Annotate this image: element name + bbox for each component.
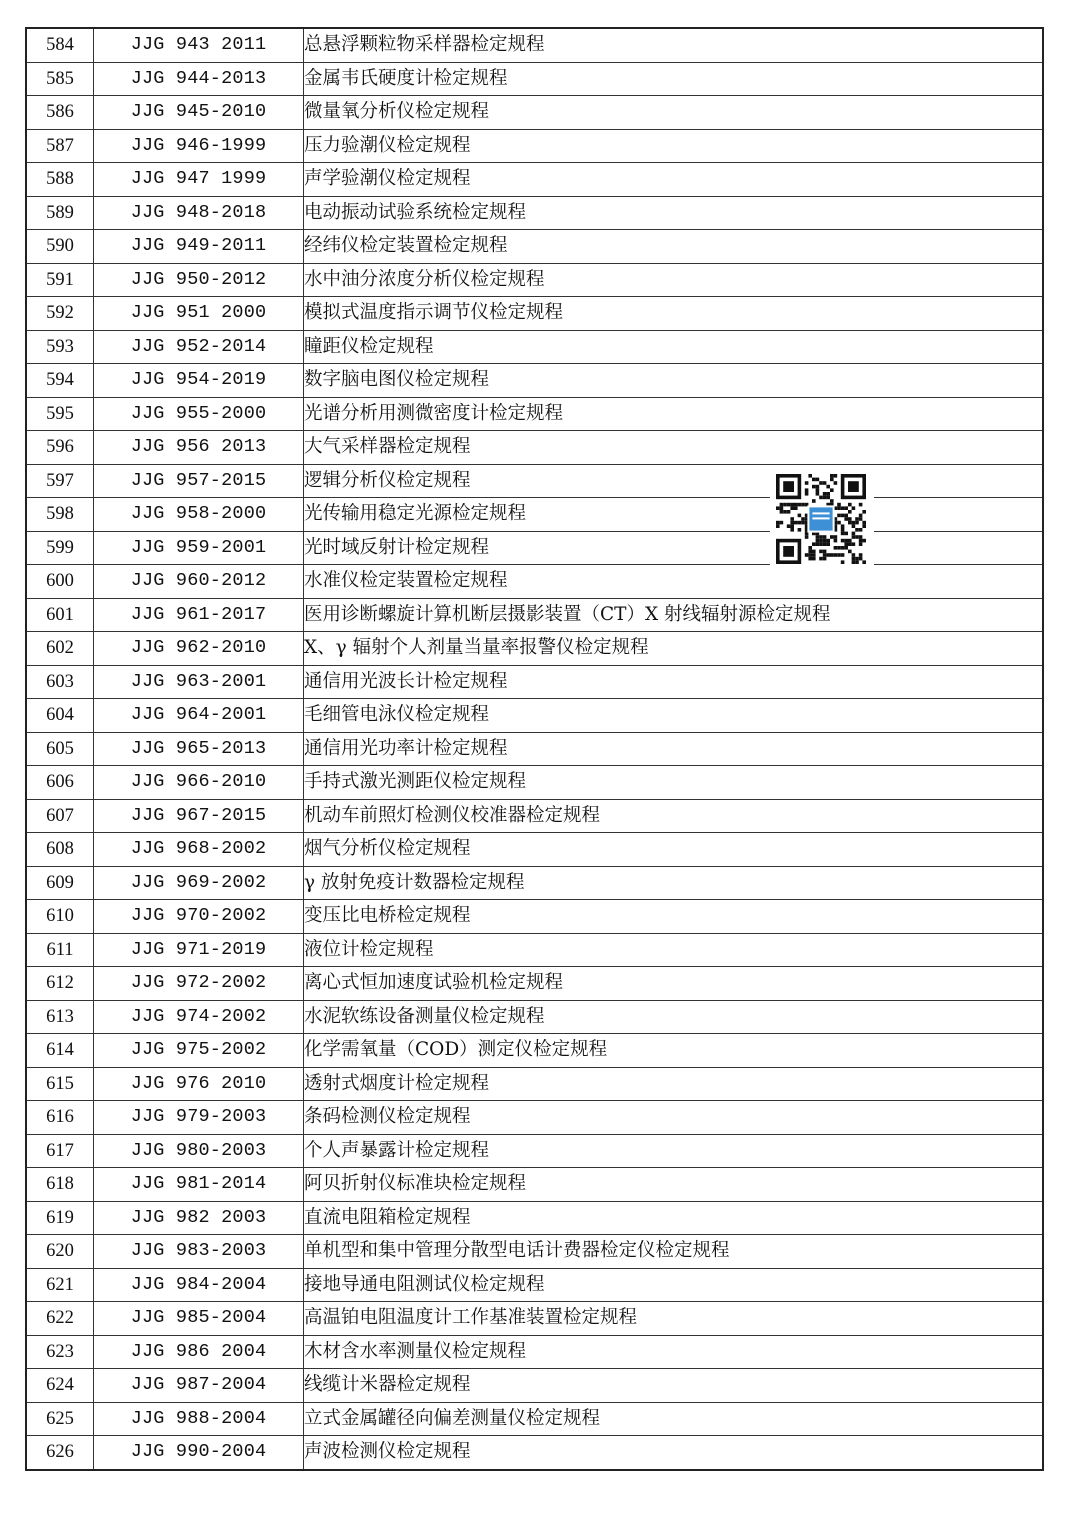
table-row bbox=[26, 665, 1043, 699]
standard-code: JJG 959-2001 bbox=[94, 531, 304, 565]
table-row bbox=[26, 1335, 1043, 1369]
row-number: 615 bbox=[26, 1067, 94, 1101]
standard-title: 立式金属罐径向偏差测量仪检定规程 bbox=[304, 1402, 1044, 1436]
row-number: 602 bbox=[26, 632, 94, 666]
standard-title: 水泥软练设备测量仪检定规程 bbox=[304, 1000, 1044, 1034]
row-number: 612 bbox=[26, 967, 94, 1001]
table-body bbox=[26, 28, 1043, 1470]
table-row bbox=[26, 1034, 1043, 1068]
row-number: 617 bbox=[26, 1134, 94, 1168]
standard-code: JJG 951 2000 bbox=[94, 297, 304, 331]
table-row bbox=[26, 632, 1043, 666]
standard-title: 烟气分析仪检定规程 bbox=[304, 833, 1044, 867]
table-row bbox=[26, 699, 1043, 733]
standard-code: JJG 958-2000 bbox=[94, 498, 304, 532]
standard-code: JJG 979-2003 bbox=[94, 1101, 304, 1135]
row-number: 584 bbox=[26, 28, 94, 62]
standard-code: JJG 976 2010 bbox=[94, 1067, 304, 1101]
row-number: 589 bbox=[26, 196, 94, 230]
table-row bbox=[26, 866, 1043, 900]
standard-code: JJG 962-2010 bbox=[94, 632, 304, 666]
standard-title: 电动振动试验系统检定规程 bbox=[304, 196, 1044, 230]
standard-title: 光传输用稳定光源检定规程 bbox=[304, 498, 1044, 532]
row-number: 622 bbox=[26, 1302, 94, 1336]
row-number: 590 bbox=[26, 230, 94, 264]
row-number: 608 bbox=[26, 833, 94, 867]
table-row bbox=[26, 598, 1043, 632]
row-number: 595 bbox=[26, 397, 94, 431]
standard-code: JJG 957-2015 bbox=[94, 464, 304, 498]
row-number: 616 bbox=[26, 1101, 94, 1135]
row-number: 587 bbox=[26, 129, 94, 163]
row-number: 611 bbox=[26, 933, 94, 967]
standard-title: 个人声暴露计检定规程 bbox=[304, 1134, 1044, 1168]
standard-code: JJG 960-2012 bbox=[94, 565, 304, 599]
table-row bbox=[26, 1101, 1043, 1135]
standard-code: JJG 982 2003 bbox=[94, 1201, 304, 1235]
standard-code: JJG 948-2018 bbox=[94, 196, 304, 230]
table-row bbox=[26, 1168, 1043, 1202]
table-row bbox=[26, 1235, 1043, 1269]
standard-title: 光时域反射计检定规程 bbox=[304, 531, 1044, 565]
row-number: 619 bbox=[26, 1201, 94, 1235]
standard-code: JJG 975-2002 bbox=[94, 1034, 304, 1068]
row-number: 621 bbox=[26, 1268, 94, 1302]
standard-title: 大气采样器检定规程 bbox=[304, 431, 1044, 465]
standard-code: JJG 961-2017 bbox=[94, 598, 304, 632]
row-number: 597 bbox=[26, 464, 94, 498]
standard-code: JJG 981-2014 bbox=[94, 1168, 304, 1202]
standard-code: JJG 974-2002 bbox=[94, 1000, 304, 1034]
row-number: 610 bbox=[26, 900, 94, 934]
standard-code: JJG 983-2003 bbox=[94, 1235, 304, 1269]
standard-code: JJG 947 1999 bbox=[94, 163, 304, 197]
standard-title: 单机型和集中管理分散型电话计费器检定仪检定规程 bbox=[304, 1235, 1044, 1269]
standard-title: 离心式恒加速度试验机检定规程 bbox=[304, 967, 1044, 1001]
standard-code: JJG 944-2013 bbox=[94, 62, 304, 96]
table-row bbox=[26, 498, 1043, 532]
standard-title: 水准仪检定装置检定规程 bbox=[304, 565, 1044, 599]
standard-code: JJG 954-2019 bbox=[94, 364, 304, 398]
standard-title: 模拟式温度指示调节仪检定规程 bbox=[304, 297, 1044, 331]
row-number: 613 bbox=[26, 1000, 94, 1034]
table-row bbox=[26, 732, 1043, 766]
row-number: 603 bbox=[26, 665, 94, 699]
row-number: 620 bbox=[26, 1235, 94, 1269]
table-row bbox=[26, 933, 1043, 967]
table-row bbox=[26, 330, 1043, 364]
standards-sheet bbox=[25, 27, 1044, 1471]
table-row bbox=[26, 1369, 1043, 1403]
row-number: 599 bbox=[26, 531, 94, 565]
standard-title: 压力验潮仪检定规程 bbox=[304, 129, 1044, 163]
table-row bbox=[26, 1067, 1043, 1101]
standard-code: JJG 985-2004 bbox=[94, 1302, 304, 1336]
row-number: 601 bbox=[26, 598, 94, 632]
standard-title: 阿贝折射仪标准块检定规程 bbox=[304, 1168, 1044, 1202]
standard-code: JJG 949-2011 bbox=[94, 230, 304, 264]
table-row bbox=[26, 531, 1043, 565]
table-row bbox=[26, 96, 1043, 130]
standard-code: JJG 955-2000 bbox=[94, 397, 304, 431]
table-row bbox=[26, 297, 1043, 331]
table-row bbox=[26, 1302, 1043, 1336]
table-row bbox=[26, 163, 1043, 197]
row-number: 598 bbox=[26, 498, 94, 532]
row-number: 600 bbox=[26, 565, 94, 599]
standard-title: 液位计检定规程 bbox=[304, 933, 1044, 967]
standard-code: JJG 988-2004 bbox=[94, 1402, 304, 1436]
row-number: 586 bbox=[26, 96, 94, 130]
table-row bbox=[26, 967, 1043, 1001]
table-row bbox=[26, 1268, 1043, 1302]
standard-title: 透射式烟度计检定规程 bbox=[304, 1067, 1044, 1101]
row-number: 626 bbox=[26, 1436, 94, 1470]
table-row bbox=[26, 1134, 1043, 1168]
standard-title: 条码检测仪检定规程 bbox=[304, 1101, 1044, 1135]
table-row bbox=[26, 1402, 1043, 1436]
standard-title: 通信用光功率计检定规程 bbox=[304, 732, 1044, 766]
standard-code: JJG 945-2010 bbox=[94, 96, 304, 130]
standard-code: JJG 965-2013 bbox=[94, 732, 304, 766]
row-number: 606 bbox=[26, 766, 94, 800]
standard-code: JJG 956 2013 bbox=[94, 431, 304, 465]
standard-code: JJG 972-2002 bbox=[94, 967, 304, 1001]
table-row bbox=[26, 900, 1043, 934]
standard-code: JJG 963-2001 bbox=[94, 665, 304, 699]
row-number: 625 bbox=[26, 1402, 94, 1436]
row-number: 609 bbox=[26, 866, 94, 900]
table-row bbox=[26, 62, 1043, 96]
row-number: 594 bbox=[26, 364, 94, 398]
row-number: 593 bbox=[26, 330, 94, 364]
row-number: 618 bbox=[26, 1168, 94, 1202]
row-number: 592 bbox=[26, 297, 94, 331]
standard-code: JJG 984-2004 bbox=[94, 1268, 304, 1302]
standard-title: 声学验潮仪检定规程 bbox=[304, 163, 1044, 197]
standard-title: 化学需氧量（COD）测定仪检定规程 bbox=[304, 1034, 1044, 1068]
standard-code: JJG 943 2011 bbox=[94, 28, 304, 62]
standard-title: 线缆计米器检定规程 bbox=[304, 1369, 1044, 1403]
standard-title: 毛细管电泳仪检定规程 bbox=[304, 699, 1044, 733]
row-number: 624 bbox=[26, 1369, 94, 1403]
standard-title: 水中油分浓度分析仪检定规程 bbox=[304, 263, 1044, 297]
standard-title: 瞳距仪检定规程 bbox=[304, 330, 1044, 364]
standard-title: γ 放射免疫计数器检定规程 bbox=[304, 866, 1044, 900]
table-row bbox=[26, 196, 1043, 230]
table-row bbox=[26, 364, 1043, 398]
row-number: 596 bbox=[26, 431, 94, 465]
standard-title: 木材含水率测量仪检定规程 bbox=[304, 1335, 1044, 1369]
standard-title: 数字脑电图仪检定规程 bbox=[304, 364, 1044, 398]
standard-code: JJG 950-2012 bbox=[94, 263, 304, 297]
table-row bbox=[26, 431, 1043, 465]
row-number: 605 bbox=[26, 732, 94, 766]
table-row bbox=[26, 397, 1043, 431]
table-row bbox=[26, 1201, 1043, 1235]
standard-code: JJG 964-2001 bbox=[94, 699, 304, 733]
table-row bbox=[26, 1000, 1043, 1034]
table-row bbox=[26, 129, 1043, 163]
standard-title: 经纬仪检定装置检定规程 bbox=[304, 230, 1044, 264]
standard-code: JJG 969-2002 bbox=[94, 866, 304, 900]
standard-title: 变压比电桥检定规程 bbox=[304, 900, 1044, 934]
standard-title: 直流电阻箱检定规程 bbox=[304, 1201, 1044, 1235]
row-number: 607 bbox=[26, 799, 94, 833]
standards-table bbox=[25, 27, 1044, 1471]
standard-code: JJG 970-2002 bbox=[94, 900, 304, 934]
standard-code: JJG 952-2014 bbox=[94, 330, 304, 364]
standard-title: 光谱分析用测微密度计检定规程 bbox=[304, 397, 1044, 431]
standard-code: JJG 986 2004 bbox=[94, 1335, 304, 1369]
standard-code: JJG 967-2015 bbox=[94, 799, 304, 833]
row-number: 588 bbox=[26, 163, 94, 197]
row-number: 623 bbox=[26, 1335, 94, 1369]
standard-code: JJG 971-2019 bbox=[94, 933, 304, 967]
standard-title: 通信用光波长计检定规程 bbox=[304, 665, 1044, 699]
standard-title: 总悬浮颗粒物采样器检定规程 bbox=[304, 28, 1044, 62]
standard-title: 接地导通电阻测试仪检定规程 bbox=[304, 1268, 1044, 1302]
table-row bbox=[26, 766, 1043, 800]
table-row bbox=[26, 263, 1043, 297]
row-number: 614 bbox=[26, 1034, 94, 1068]
standard-title: 医用诊断螺旋计算机断层摄影装置（CT）X 射线辐射源检定规程 bbox=[304, 598, 1044, 632]
table-row bbox=[26, 464, 1043, 498]
qr-code-icon bbox=[770, 470, 874, 570]
standard-title: 逻辑分析仪检定规程 bbox=[304, 464, 1044, 498]
row-number: 591 bbox=[26, 263, 94, 297]
standard-title: 声波检测仪检定规程 bbox=[304, 1436, 1044, 1470]
row-number: 604 bbox=[26, 699, 94, 733]
table-row bbox=[26, 28, 1043, 62]
row-number: 585 bbox=[26, 62, 94, 96]
standard-code: JJG 966-2010 bbox=[94, 766, 304, 800]
standard-code: JJG 980-2003 bbox=[94, 1134, 304, 1168]
standard-title: 金属韦氏硬度计检定规程 bbox=[304, 62, 1044, 96]
standard-title: 微量氧分析仪检定规程 bbox=[304, 96, 1044, 130]
table-row bbox=[26, 230, 1043, 264]
standard-code: JJG 987-2004 bbox=[94, 1369, 304, 1403]
standard-title: 手持式激光测距仪检定规程 bbox=[304, 766, 1044, 800]
standard-code: JJG 946-1999 bbox=[94, 129, 304, 163]
standard-title: 高温铂电阻温度计工作基准装置检定规程 bbox=[304, 1302, 1044, 1336]
standard-code: JJG 968-2002 bbox=[94, 833, 304, 867]
table-row bbox=[26, 799, 1043, 833]
table-row bbox=[26, 565, 1043, 599]
standard-title: X、γ 辐射个人剂量当量率报警仪检定规程 bbox=[304, 632, 1044, 666]
standard-code: JJG 990-2004 bbox=[94, 1436, 304, 1470]
standard-title: 机动车前照灯检测仪校准器检定规程 bbox=[304, 799, 1044, 833]
table-row bbox=[26, 1436, 1043, 1470]
table-row bbox=[26, 833, 1043, 867]
